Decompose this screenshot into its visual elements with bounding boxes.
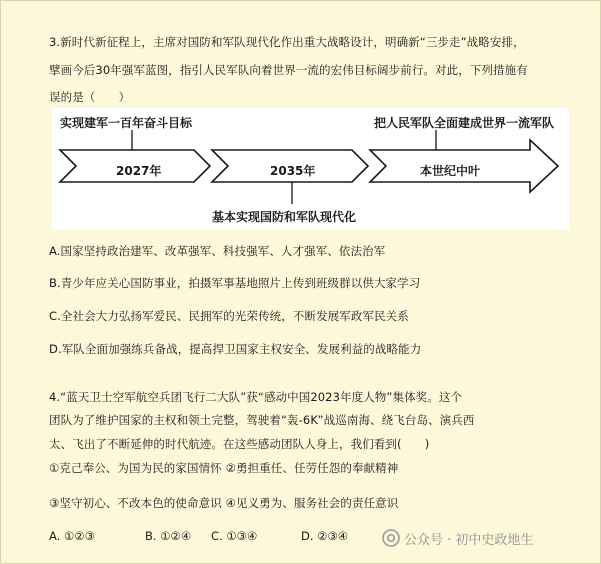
q4-statements-3-4: ③坚守初心、不改本色的使命意识 ④见义勇为、服务社会的责任意识 bbox=[49, 496, 399, 510]
strategy-timeline-diagram bbox=[52, 108, 569, 230]
q3-line-3: 误的是（ ） bbox=[49, 90, 131, 104]
segment-label-2027: 2027年 bbox=[116, 164, 162, 178]
top-left-label: 实现建军一百年奋斗目标 bbox=[60, 116, 193, 130]
segment-label-2035: 2035年 bbox=[270, 164, 316, 178]
q4-answer-a: A. ①②③ bbox=[49, 529, 95, 543]
q4-answer-d: D. ②③④ bbox=[301, 529, 349, 543]
q4-answer-c: C. ①③④ bbox=[211, 529, 258, 543]
watermark bbox=[382, 528, 533, 548]
q4-line-2: 团队为了维护国家的主权和领土完整，驾驶着“轰-6K”战巡南海、绕飞台岛、演兵西 bbox=[49, 413, 475, 427]
q4-answer-b: B. ①②④ bbox=[145, 529, 192, 543]
q3-line-2: 擘画今后30年强军蓝图，指引人民军队向着世界一流的宏伟目标阔步前行。对此，下列措施有 bbox=[49, 63, 528, 77]
q4-line-3: 太、飞出了不断延伸的时代航迹。在这些感动团队人身上，我们看到( ) bbox=[49, 437, 430, 451]
top-right-label: 把人民军队全面建成世界一流军队 bbox=[374, 116, 555, 130]
watermark-text: 公众号 · 初中史政地生 bbox=[404, 532, 534, 548]
q3-option-b: B.青少年应关心国防事业，拍摄军事基地照片上传到班级群以供大家学习 bbox=[49, 276, 421, 290]
q4-line-1: 4.“蓝天卫士空军航空兵团飞行二大队”获“感动中国2023年度人物”集体奖。这个 bbox=[49, 390, 463, 404]
segment-label-midcentury: 本世纪中叶 bbox=[420, 164, 481, 178]
q3-option-c: C.全社会大力弘扬军爱民、民拥军的光荣传统，不断发展军政军民关系 bbox=[49, 309, 409, 323]
q3-option-d: D.军队全面加强练兵备战，提高捍卫国家主权安全、发展利益的战略能力 bbox=[49, 342, 422, 356]
q4-statements-1-2: ①克己奉公、为国为民的家国情怀 ②勇担重任、任劳任怨的奉献精神 bbox=[49, 461, 399, 475]
q3-line-1: 3.新时代新征程上，主席对国防和军队现代化作出重大战略设计，明确新“三步走”战略安排， bbox=[49, 35, 525, 49]
q3-option-a: A.国家坚持政治建军、改革强军、科技强军、人才强军、依法治军 bbox=[49, 244, 386, 258]
wechat-public-account-icon bbox=[382, 529, 400, 547]
bottom-label: 基本实现国防和军队现代化 bbox=[212, 210, 357, 224]
